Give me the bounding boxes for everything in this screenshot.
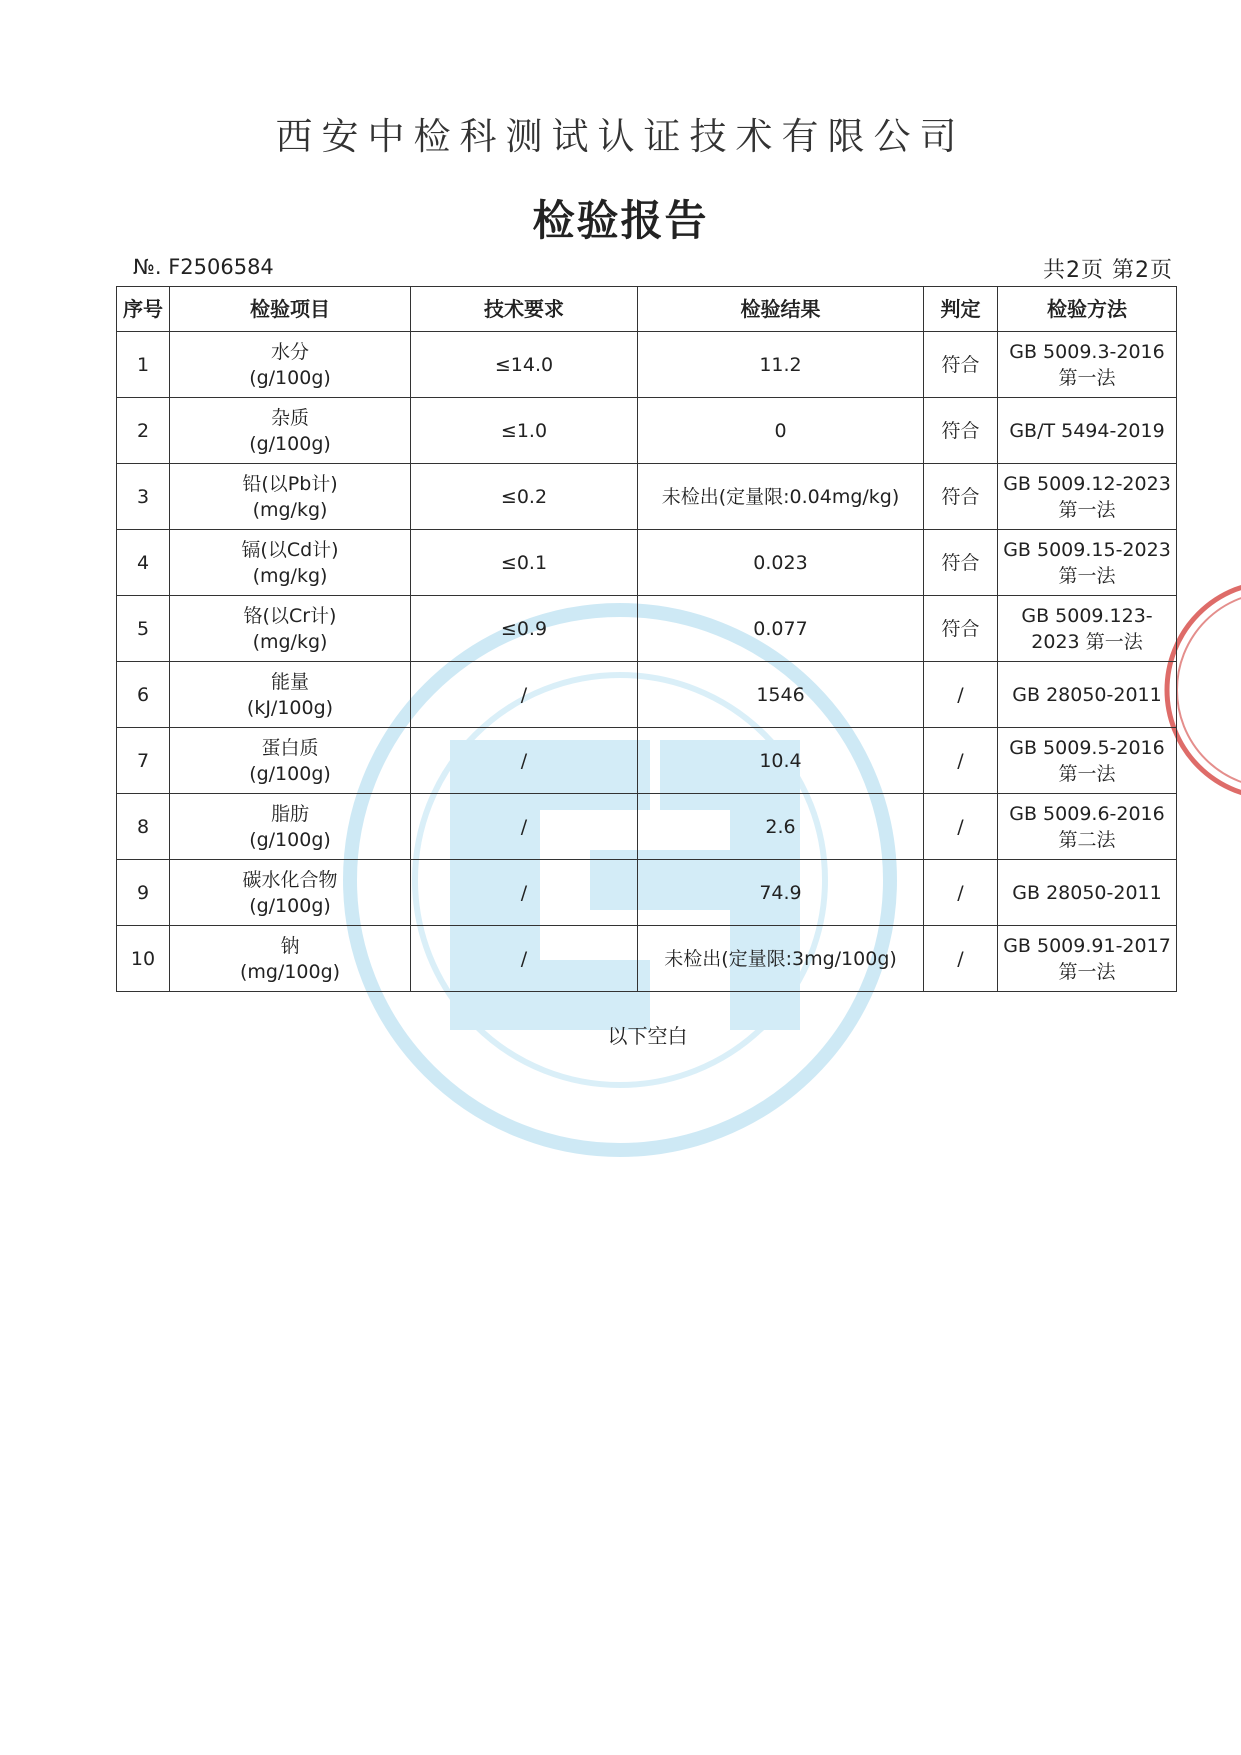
table-row	[117, 596, 1177, 662]
row-judgement: 符合	[924, 596, 998, 662]
row-requirement: /	[411, 662, 638, 728]
row-item: 杂质 (g/100g)	[170, 398, 411, 464]
row-method: GB 5009.6-2016 第二法	[998, 794, 1177, 860]
company-name: 西安中检科测试认证技术有限公司	[275, 115, 966, 158]
header-method: 检验方法	[998, 287, 1177, 332]
report-title: 检验报告	[532, 196, 709, 245]
row-result: 0	[638, 398, 924, 464]
table-row	[117, 860, 1177, 926]
row-requirement: ≤1.0	[411, 398, 638, 464]
row-judgement: /	[924, 794, 998, 860]
table-row	[117, 728, 1177, 794]
row-no: 8	[117, 794, 170, 860]
row-judgement: /	[924, 662, 998, 728]
row-result: 2.6	[638, 794, 924, 860]
row-requirement: ≤0.2	[411, 464, 638, 530]
table-row	[117, 662, 1177, 728]
table-row	[117, 332, 1177, 398]
row-requirement: ≤0.1	[411, 530, 638, 596]
row-method: GB 5009.15-2023 第一法	[998, 530, 1177, 596]
row-requirement: /	[411, 794, 638, 860]
row-method: GB 5009.3-2016 第一法	[998, 332, 1177, 398]
header-judgement: 判定	[924, 287, 998, 332]
row-method: GB 5009.5-2016 第一法	[998, 728, 1177, 794]
header-result: 检验结果	[638, 287, 924, 332]
row-item: 碳水化合物 (g/100g)	[170, 860, 411, 926]
table-row	[117, 530, 1177, 596]
row-item: 铬(以Cr计) (mg/kg)	[170, 596, 411, 662]
row-result: 11.2	[638, 332, 924, 398]
row-judgement: /	[924, 860, 998, 926]
row-result: 未检出(定量限:0.04mg/kg)	[638, 464, 924, 530]
row-no: 5	[117, 596, 170, 662]
row-method: GB 5009.12-2023 第一法	[998, 464, 1177, 530]
page-info: 共2页 第2页	[1043, 258, 1173, 283]
row-method: GB 28050-2011	[998, 662, 1177, 728]
table-header-row	[117, 287, 1177, 332]
header-no: 序号	[117, 287, 170, 332]
row-method: GB/T 5494-2019	[998, 398, 1177, 464]
row-requirement: ≤0.9	[411, 596, 638, 662]
row-judgement: 符合	[924, 332, 998, 398]
row-item: 蛋白质 (g/100g)	[170, 728, 411, 794]
row-judgement: /	[924, 926, 998, 992]
row-no: 7	[117, 728, 170, 794]
row-result: 10.4	[638, 728, 924, 794]
row-requirement: /	[411, 926, 638, 992]
row-item: 脂肪 (g/100g)	[170, 794, 411, 860]
row-method: GB 5009.123- 2023 第一法	[998, 596, 1177, 662]
row-no: 2	[117, 398, 170, 464]
row-item: 镉(以Cd计) (mg/kg)	[170, 530, 411, 596]
row-no: 10	[117, 926, 170, 992]
header-requirement: 技术要求	[411, 287, 638, 332]
row-no: 6	[117, 662, 170, 728]
row-no: 4	[117, 530, 170, 596]
row-result: 0.023	[638, 530, 924, 596]
row-no: 1	[117, 332, 170, 398]
table-row	[117, 464, 1177, 530]
row-method: GB 5009.91-2017 第一法	[998, 926, 1177, 992]
row-item: 铅(以Pb计) (mg/kg)	[170, 464, 411, 530]
row-requirement: /	[411, 728, 638, 794]
row-judgement: 符合	[924, 398, 998, 464]
row-judgement: 符合	[924, 464, 998, 530]
table-row	[117, 926, 1177, 992]
row-no: 3	[117, 464, 170, 530]
row-requirement: /	[411, 860, 638, 926]
row-result: 0.077	[638, 596, 924, 662]
table-row	[117, 398, 1177, 464]
row-judgement: 符合	[924, 530, 998, 596]
row-method: GB 28050-2011	[998, 860, 1177, 926]
table-row	[117, 794, 1177, 860]
row-requirement: ≤14.0	[411, 332, 638, 398]
row-no: 9	[117, 860, 170, 926]
report-number: №. F2506584	[133, 255, 274, 279]
row-item: 能量 (kJ/100g)	[170, 662, 411, 728]
row-result: 未检出(定量限:3mg/100g)	[638, 926, 924, 992]
row-item: 钠 (mg/100g)	[170, 926, 411, 992]
row-judgement: /	[924, 728, 998, 794]
row-result: 1546	[638, 662, 924, 728]
blank-below-note: 以下空白	[607, 1024, 688, 1048]
row-item: 水分 (g/100g)	[170, 332, 411, 398]
row-result: 74.9	[638, 860, 924, 926]
header-item: 检验项目	[170, 287, 411, 332]
results-table	[116, 286, 1177, 992]
